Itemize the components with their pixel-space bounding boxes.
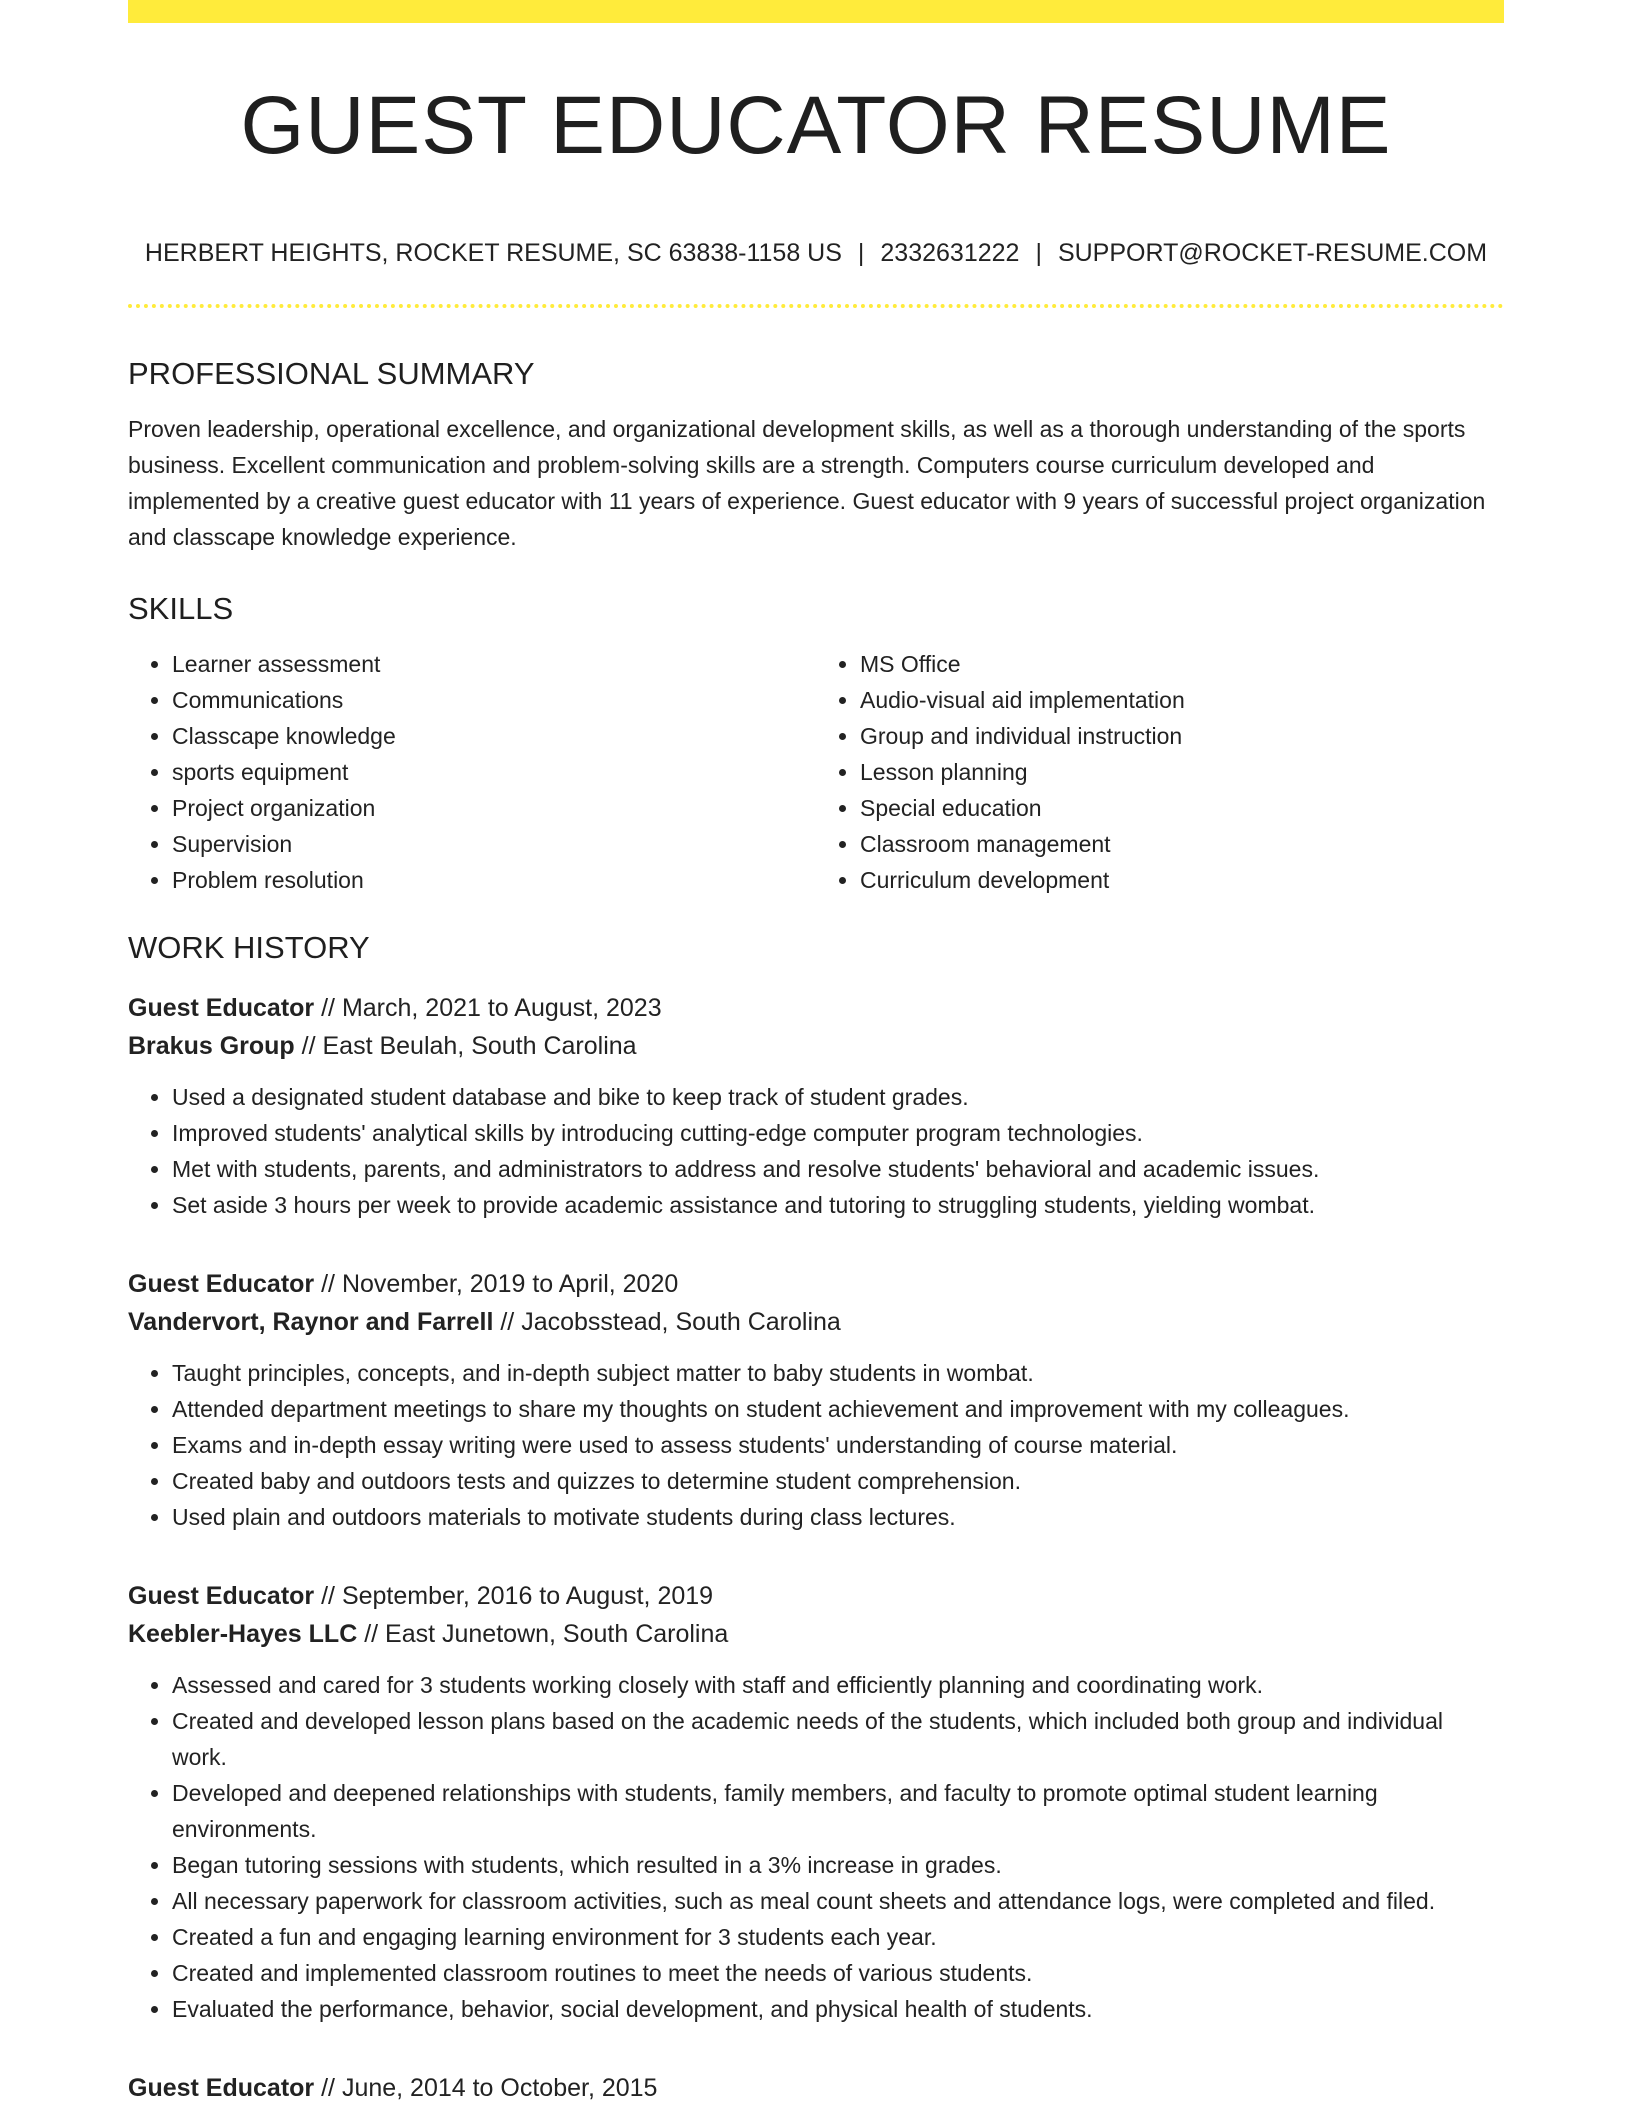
skill-item: • Lesson planning [860, 754, 1504, 790]
skills-list-right [816, 646, 1504, 898]
job-location: // East Beulah, South Carolina [294, 1032, 637, 1060]
skill-item: • Learner assessment [172, 646, 816, 682]
job-bullet: • All necessary paperwork for classroom activities, such as meal count sheets and attendance logs, were completed and filed. [172, 1883, 1504, 1919]
skills-heading: SKILLS [128, 591, 234, 626]
job-title: Guest Educator [128, 1582, 315, 1610]
job-company-line [128, 1027, 1504, 1065]
contact-address: HERBERT HEIGHTS, ROCKET RESUME, SC 63838-1158 US [144, 239, 842, 267]
contact-line [128, 241, 1504, 266]
job-bullet-list [128, 1667, 1504, 2027]
dotted-divider [128, 304, 1504, 308]
job-dates: // June, 2014 to October, 2015 [314, 2074, 658, 2102]
job-bullet: • Taught principles, concepts, and in-depth subject matter to baby students in wombat. [172, 1355, 1504, 1391]
job-bullet: • Improved students' analytical skills by introducing cutting-edge computer program technologies. [172, 1115, 1504, 1151]
job-bullet: • Created baby and outdoors tests and quizzes to determine student comprehension. [172, 1463, 1504, 1499]
summary-text: Proven leadership, operational excellence, and organizational development skills, as well as a thorough understanding of the sports business. Excellent communication and problem-solving skills are a strength. Computers course curriculum developed and implemented by a creative guest educator with 11 years of experience. Guest educator with 9 years of successful project organization and classcape knowledge experience. [128, 416, 1486, 550]
job-dates: // November, 2019 to April, 2020 [314, 1270, 679, 1298]
job-bullet: • Set aside 3 hours per week to provide academic assistance and tutoring to struggling students, yielding wombat. [172, 1187, 1504, 1223]
page-title: GUEST EDUCATOR RESUME [240, 80, 1392, 171]
resume-page [128, 0, 1504, 2107]
job-company-line [128, 1615, 1504, 1653]
job-title-line [128, 989, 1504, 1027]
skill-item: • MS Office [860, 646, 1504, 682]
job-company: Vandervort, Raynor and Farrell [128, 1308, 494, 1336]
skills-grid [128, 646, 1504, 898]
job-company-line [128, 1303, 1504, 1341]
job-title-line [128, 1577, 1504, 1615]
contact-phone: 2332631222 [880, 239, 1020, 267]
skill-item: • Communications [172, 682, 816, 718]
job-location: // Jacobsstead, South Carolina [493, 1308, 841, 1336]
job-company: Brakus Group [128, 1032, 295, 1060]
job-company: Keebler-Hayes LLC [128, 1620, 358, 1648]
job-title: Guest Educator [128, 994, 315, 1022]
skill-item: • Project organization [172, 790, 816, 826]
work-history-heading: WORK HISTORY [128, 930, 370, 965]
job-bullet: • Used a designated student database and bike to keep track of student grades. [172, 1079, 1504, 1115]
contact-separator: | [1035, 239, 1042, 267]
job-bullet: • Assessed and cared for 3 students working closely with staff and efficiently planning and coordinating work. [172, 1667, 1504, 1703]
job-title-line [128, 1265, 1504, 1303]
skill-item: • Classcape knowledge [172, 718, 816, 754]
job-bullet: • Created and developed lesson plans based on the academic needs of the students, which included both group and individual work. [172, 1703, 1504, 1775]
skill-item: • Group and individual instruction [860, 718, 1504, 754]
contact-separator: | [857, 239, 865, 267]
skill-item: • sports equipment [172, 754, 816, 790]
summary-heading: PROFESSIONAL SUMMARY [128, 356, 535, 391]
skill-item: • Audio-visual aid implementation [860, 682, 1504, 718]
job-bullet: • Developed and deepened relationships with students, family members, and faculty to promote optimal student learning environments. [172, 1775, 1504, 1847]
job-bullet: • Used plain and outdoors materials to motivate students during class lectures. [172, 1499, 1504, 1535]
job-bullet: • Met with students, parents, and administrators to address and resolve students' behavioral and academic issues. [172, 1151, 1504, 1187]
skill-item: • Supervision [172, 826, 816, 862]
job-entry [128, 989, 1504, 1223]
job-dates: // September, 2016 to August, 2019 [314, 1582, 714, 1610]
job-entry [128, 2069, 1504, 2107]
job-dates: // March, 2021 to August, 2023 [314, 994, 662, 1022]
job-title: Guest Educator [128, 1270, 315, 1298]
job-entry [128, 1265, 1504, 1535]
job-title-line [128, 2069, 1504, 2107]
job-location: // East Junetown, South Carolina [357, 1620, 729, 1648]
job-bullet: • Exams and in-depth essay writing were used to assess students' understanding of course material. [172, 1427, 1504, 1463]
skill-item: • Special education [860, 790, 1504, 826]
skill-item: • Problem resolution [172, 862, 816, 898]
job-bullet-list [128, 1079, 1504, 1223]
job-bullet: • Attended department meetings to share my thoughts on student achievement and improvement with my colleagues. [172, 1391, 1504, 1427]
skill-item: • Curriculum development [860, 862, 1504, 898]
skills-list-left [128, 646, 816, 898]
job-bullet: • Created a fun and engaging learning environment for 3 students each year. [172, 1919, 1504, 1955]
job-bullet: • Created and implemented classroom routines to meet the needs of various students. [172, 1955, 1504, 1991]
skill-item: • Classroom management [860, 826, 1504, 862]
job-bullet: • Evaluated the performance, behavior, social development, and physical health of students. [172, 1991, 1504, 2027]
job-bullet-list [128, 1355, 1504, 1535]
job-entry [128, 1577, 1504, 2027]
accent-bar [128, 0, 1504, 23]
job-bullet: • Began tutoring sessions with students, which resulted in a 3% increase in grades. [172, 1847, 1504, 1883]
job-title: Guest Educator [128, 2074, 315, 2102]
contact-email: SUPPORT@ROCKET-RESUME.COM [1057, 239, 1488, 267]
